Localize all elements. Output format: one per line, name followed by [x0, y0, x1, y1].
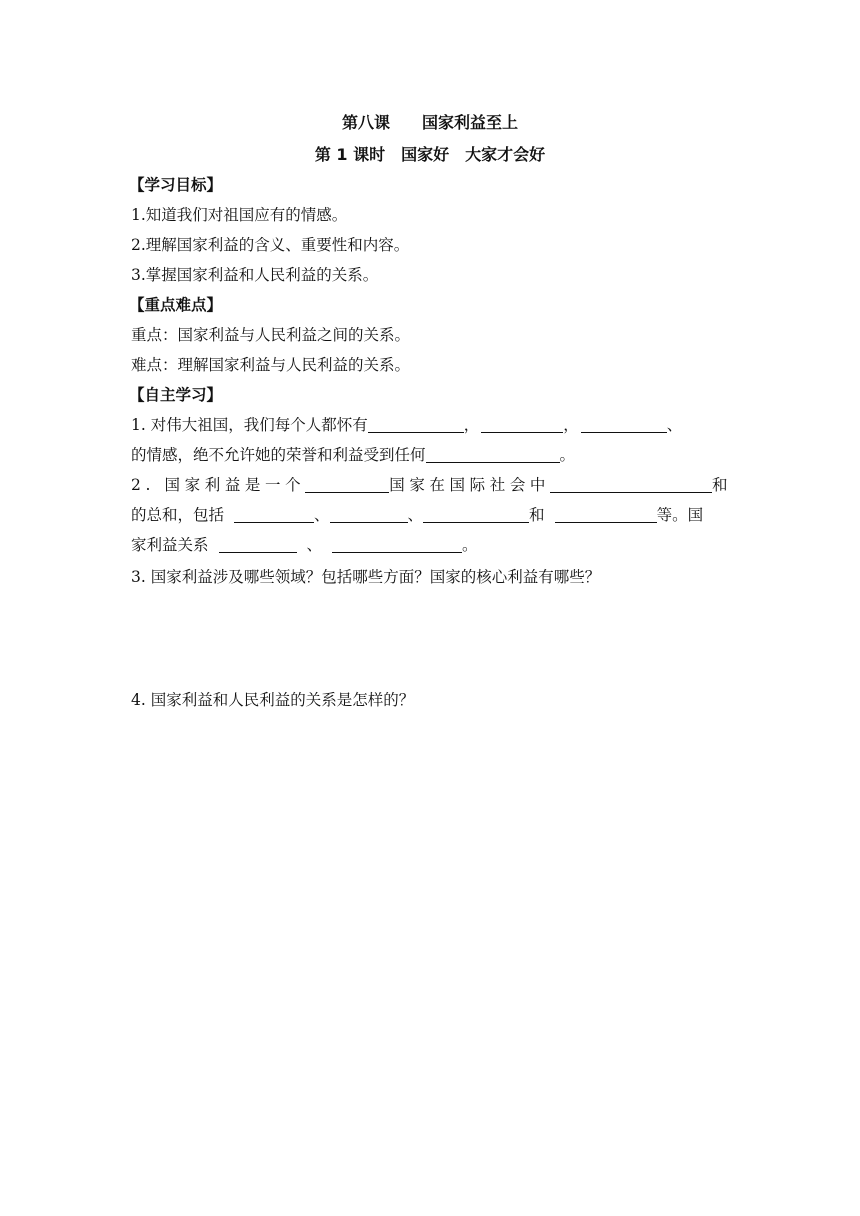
lesson-title: 第八课 国家利益至上 [341, 113, 518, 132]
separator: ， [463, 416, 480, 434]
question-2-text: 国家在国际社会中 [389, 476, 551, 494]
answer-space-4[interactable] [131, 720, 731, 1100]
question-2-text: 和 [712, 476, 728, 494]
fill-blank[interactable] [219, 536, 297, 553]
fill-blank[interactable] [423, 506, 529, 523]
answer-space-3[interactable] [131, 595, 731, 680]
objective-item: 2.理解国家利益的含义、重要性和内容。 [131, 236, 410, 254]
self-study-heading: 【自主学习】 [129, 386, 223, 404]
objective-item: 3.掌握国家利益和人民利益的关系。 [131, 266, 379, 284]
difficult-point-item: 难点：理解国家利益与人民利益的关系。 [131, 356, 411, 374]
question-2-line-2 [131, 505, 731, 525]
key-point-item: 重点：国家利益与人民利益之间的关系。 [131, 326, 411, 344]
question-2-text: 的总和，包括 [131, 506, 225, 524]
fill-blank[interactable] [332, 536, 462, 553]
separator: ， [563, 416, 579, 434]
fill-blank[interactable] [330, 506, 408, 523]
question-2-line-1 [131, 475, 731, 495]
question-2-line-3 [131, 535, 731, 555]
fill-blank[interactable] [426, 446, 560, 463]
question-2-text: 2. 国家利益是一个 [131, 476, 306, 494]
separator: 、 [306, 536, 323, 554]
fill-blank[interactable] [481, 416, 563, 433]
key-points-heading: 【重点难点】 [129, 296, 223, 314]
fill-blank[interactable] [305, 476, 389, 493]
lesson-subtitle: 第 1 课时 国家好 大家才会好 [314, 145, 546, 164]
question-1-line-1 [131, 415, 731, 435]
question-2-text: 家利益关系 [131, 536, 209, 554]
objectives-heading: 【学习目标】 [129, 176, 223, 194]
separator: 、 [407, 506, 424, 524]
question-1-text: 的情感，绝不允许她的荣誉和利益受到任何 [131, 446, 426, 464]
separator: 和 [529, 506, 545, 524]
question-1-line-2 [131, 445, 731, 465]
fill-blank[interactable] [550, 476, 712, 493]
fill-blank[interactable] [581, 416, 667, 433]
question-1-text: 1. 对伟大祖国，我们每个人都怀有 [131, 416, 368, 434]
fill-blank[interactable] [368, 416, 464, 433]
punctuation: 。 [462, 536, 478, 554]
separator: 、 [314, 506, 330, 524]
fill-blank[interactable] [234, 506, 314, 523]
separator: 、 [666, 416, 683, 434]
question-4: 4. 国家利益和人民利益的关系是怎样的？ [131, 691, 415, 709]
punctuation: 。 [559, 446, 576, 464]
objective-item: 1.知道我们对祖国应有的情感。 [131, 206, 348, 224]
question-2-text: 等。国 [656, 506, 704, 524]
fill-blank[interactable] [555, 506, 657, 523]
question-3: 3. 国家利益涉及哪些领域？包括哪些方面？国家的核心利益有哪些？ [131, 568, 601, 586]
